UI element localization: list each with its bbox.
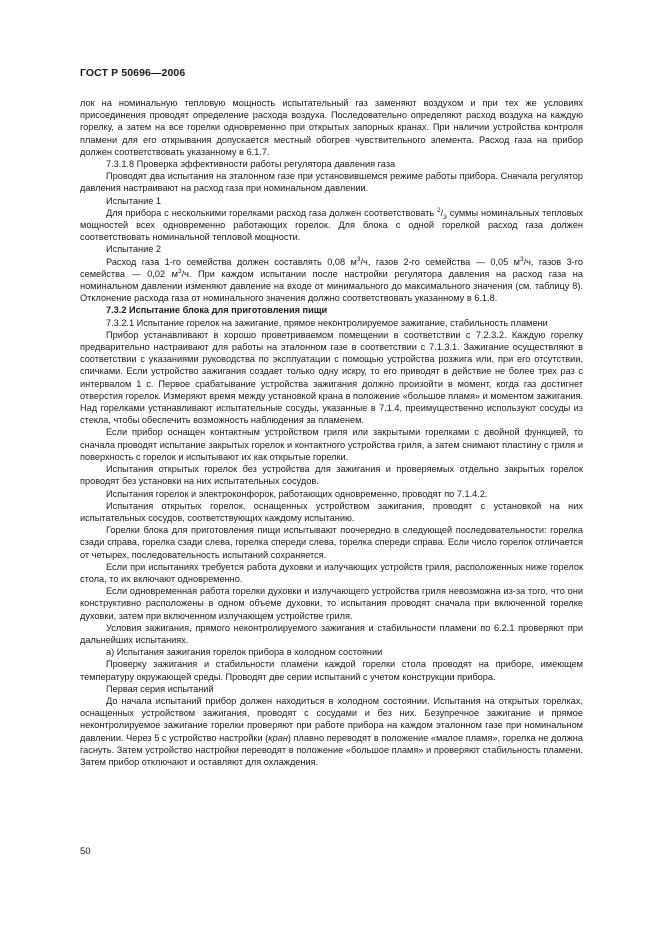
paragraph: Расход газа 1-го семейства должен составлять 0,08 $м^3/ч$, газов 2-го семейства — 0,05 $м^3/ч$, газов 3-го семейства — 0,02 $м^3/ч$. При каждом испытании после настройки регулятора давления на расход газа на номинальном давлении изменяют давление на входе от минимального до максимального значения (см. таблицу 8). Отклонение расхода газа от номинального значения должно соответствовать указанному в 6.1.8.	[80, 255, 583, 304]
section-heading: 7.3.2.1 Испытание горелок на зажигание, прямое неконтролируемое зажигание, стабильность пламени	[106, 317, 548, 328]
paragraph: Испытания горелок и электроконфорок, работающих одновременно, проводят по 7.1.4.2.	[106, 488, 488, 499]
paragraph: До начала испытаний прибор должен находиться в холодном состоянии. Испытания на открытых горелках, оснащенных устройством зажигания, проводят с сосудами и без них. Безупречное зажигание и прямое неконтролируемое зажигание горелки проверяют при работе прибора на каждом эталонном газе при номинальном давлении. Через 5 с устройство настройки (кран) плавно переводят в положение «малое пламя», горелка не должна гаснуть. Затем устройство настройки переводят в положение «большое пламя» и проверяют стабильность пламени. Затем прибор отключают и оставляют для охлаждения.	[80, 695, 583, 767]
subheading: Испытание 1	[106, 195, 161, 206]
list-item-heading: а) Испытания зажигания горелок прибора в холодном состоянии	[106, 647, 383, 658]
page-content	[80, 97, 583, 768]
page-number: 50	[80, 846, 91, 857]
section-heading: 7.3.2 Испытание блока для приготовления пищи	[106, 305, 328, 316]
subheading: Первая серия испытаний	[106, 683, 214, 694]
page-header: ГОСТ Р 50696—2006	[80, 67, 186, 79]
paragraph: Испытания открытых горелок, оснащенных устройством зажигания, проводят с установкой на них испытательных сосудов, соответствующих каждому испытанию.	[80, 500, 583, 523]
paragraph: Если при испытаниях требуется работа духовки и излучающих устройств гриля, расположенных ниже горелок стола, то их включают одновременно.	[80, 561, 583, 584]
subheading: Испытание 2	[106, 244, 161, 255]
paragraph: Испытания открытых горелок без устройства для зажигания и проверяемых отдельно закрытых горелок проводят без установки на них испытательных сосудов.	[80, 464, 583, 487]
paragraph: Горелки блока для приготовления пищи испытывают поочередно в следующей последовательности: горелка сзади справа, горелка сзади слева, горелка спереди слева, горелка спереди справа. Если число горелок отличается от четырех, последовательность испытаний сохраняется.	[80, 525, 583, 560]
paragraph: Проверку зажигания и стабильности пламени каждой горелки стола проводят на приборе, имеющем температуру окружающей среды. Проводят две серии испытаний с учетом конструкции прибора.	[80, 659, 583, 682]
paragraph: Если прибор оснащен контактным устройством гриля или закрытыми горелками с двойной функцией, то сначала проводят испытание закрытых горелок и контактного устройства гриля, а затем снимают пластину с гриля и поверхность с горелок и испытывают их как открытые горелки.	[80, 427, 583, 462]
paragraph: Проводят два испытания на эталонном газе при установившемся режиме работы прибора. Сначала регулятор давления настраивают на расход газа при номинальном давлении.	[80, 171, 583, 194]
section-heading: 7.3.1.8 Проверка эффективности работы регулятора давления газа	[106, 159, 396, 170]
paragraph: Прибор устанавливают в хорошо проветриваемом помещении в соответствии с 7.2.3.2. Каждую горелку предварительно настраивают для работы на эталонном газе в соответствии с 7.1.3.1. Зажигание осуществляют в соответствии с указаниями руководства по эксплуатации с помощью устройства розжига или, при его отсутствии, спичками. Если устройство зажигания создает только одну искру, то его приводят в действие не более трех раз с интервалом 1 с. Первое срабатывание устройства зажигания должно произойти в момент, когда газ достигнет отверстия горелок. Измеряют время между установкой крана в положение «большое пламя» и моментом зажигания. Над горелками устанавливают испытательные сосуды, указанные в 7.1.4, преимущественно используют сосуды из стекла, чтобы обеспечить возможность наблюдения за пламенем.	[80, 329, 583, 426]
paragraph: лок на номинальную тепловую мощность испытательный газ заменяют воздухом и при тех же условиях присоединения проводят определение расхода воздуха. Последовательно определяют расход воздуха на каждую горелку, а затем на все горелки одновременно при открытых запорных кранах. При наличии устройства контроля пламени для его открывания допускается местный обогрев чувствительного элемента. Расход газа на прибор должен соответствовать указанному в 6.1.7.	[80, 98, 583, 157]
paragraph: Условия зажигания, прямого неконтролируемого зажигания и стабильности пламени по 6.2.1 проверяют при дальнейших испытаниях.	[80, 622, 583, 645]
paragraph: Для прибора с несколькими горелками расход газа должен соответствовать $^2/_3$ суммы номинальных тепловых мощностей всех одновременно работающих горелок. Для блока с одной горелкой расход газа должен соответствовать номинальной тепловой мощности.	[80, 206, 583, 243]
paragraph: Если одновременная работа горелки духовки и излучающего устройства гриля невозможна из-за того, что они конструктивно расположены в одном объеме духовки, то испытания проводят сначала при включенной горелке духовки, затем при включенном излучающем устройстве гриля.	[80, 586, 583, 621]
